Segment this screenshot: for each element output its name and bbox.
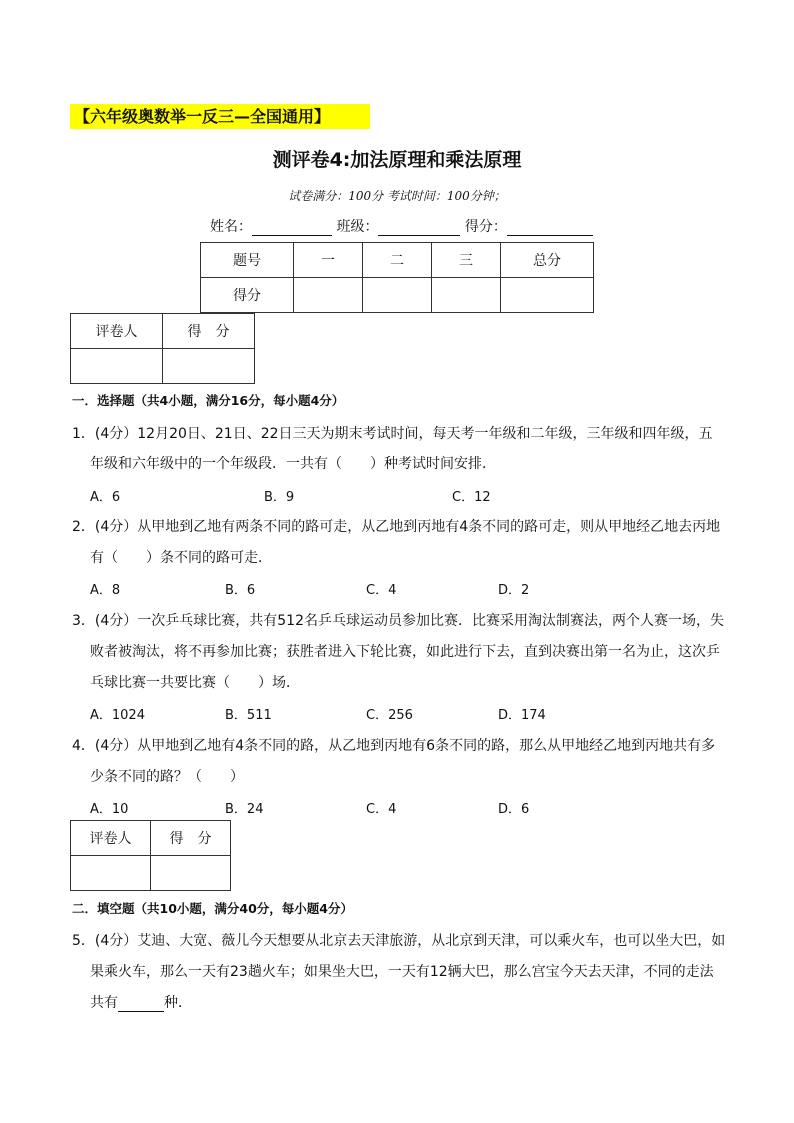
name-label: 姓名： bbox=[210, 219, 252, 235]
header-cell-total: 总分 bbox=[501, 243, 594, 278]
q5-prefix: 共有 bbox=[90, 995, 118, 1011]
name-blank[interactable] bbox=[252, 221, 332, 236]
question-5-line-1: 5．(4分）艾迪、大宽、薇儿今天想要从北京去天津旅游，从北京到天津，可以乘火车，也可以坐大巴，如 bbox=[72, 933, 726, 949]
student-info-line bbox=[210, 216, 593, 236]
score-cell[interactable] bbox=[501, 278, 594, 313]
question-2-line-1: 2．(4分）从甲地到乙地有两条不同的路可走，从乙地到丙地有4条不同的路可走，则从甲地经乙地去丙地 bbox=[72, 519, 721, 535]
question-5-line-3 bbox=[90, 992, 192, 1012]
grader-score-label: 得 分 bbox=[151, 821, 231, 856]
option-a[interactable]: A．1024 bbox=[90, 708, 145, 723]
score-blank[interactable] bbox=[507, 221, 593, 236]
question-4-line-2: 少条不同的路？（ ） bbox=[90, 769, 244, 785]
question-3-line-3: 乓球比赛一共要比赛（ ）场． bbox=[90, 675, 300, 691]
grader-cell[interactable] bbox=[71, 349, 163, 384]
section-heading-choice: 一．选择题（共4小题，满分16分，每小题4分） bbox=[72, 393, 345, 408]
grader-score-cell[interactable] bbox=[163, 349, 255, 384]
question-2-line-2: 有（ ）条不同的路可走． bbox=[90, 550, 272, 566]
option-b[interactable]: B．9 bbox=[264, 490, 295, 505]
score-cell[interactable] bbox=[432, 278, 501, 313]
grader-table-2 bbox=[70, 820, 231, 891]
option-c[interactable]: C．4 bbox=[366, 802, 397, 817]
score-cell[interactable] bbox=[294, 278, 363, 313]
header-cell-part1: 一 bbox=[294, 243, 363, 278]
question-3-line-2: 败者被淘汰，将不再参加比赛；获胜者进入下轮比赛，如此进行下去，直到决赛出第一名为止，这次乒 bbox=[90, 644, 720, 660]
page-title: 测评卷4:加法原理和乘法原理 bbox=[272, 149, 522, 171]
option-c[interactable]: C．4 bbox=[366, 583, 397, 598]
class-blank[interactable] bbox=[378, 221, 460, 236]
q5-answer-blank[interactable] bbox=[118, 997, 164, 1012]
q5-suffix: 种． bbox=[164, 995, 192, 1011]
option-b[interactable]: B．511 bbox=[225, 708, 272, 723]
grader-label: 评卷人 bbox=[71, 821, 151, 856]
option-c[interactable]: C．256 bbox=[366, 708, 413, 723]
series-banner: 【六年级奥数举一反三—全国通用】 bbox=[70, 104, 370, 129]
header-cell-question-no: 题号 bbox=[201, 243, 294, 278]
option-d[interactable]: D．2 bbox=[498, 583, 530, 598]
score-cell[interactable] bbox=[363, 278, 432, 313]
option-d[interactable]: D．6 bbox=[498, 802, 530, 817]
question-1-line-1: 1．(4分）12月20日、21日、22日三天为期末考试时间，每天考一年级和二年级，三年级和四年级，五 bbox=[72, 426, 713, 442]
question-5-line-2: 果乘火车，那么一天有23趟火车；如果坐大巴，一天有12辆大巴，那么宫宝今天去天津，不同的走法 bbox=[90, 964, 714, 980]
option-c[interactable]: C．12 bbox=[452, 490, 491, 505]
grader-score-cell[interactable] bbox=[151, 856, 231, 891]
score-table bbox=[200, 242, 594, 313]
question-1-line-2: 年级和六年级中的一个年级段．一共有（ ）种考试时间安排． bbox=[90, 456, 496, 472]
question-3-line-1: 3．(4分）一次乒乓球比赛，共有512名乒乓球运动员参加比赛．比赛采用淘汰制赛法，两个人赛一场，失 bbox=[72, 613, 724, 629]
question-4-line-1: 4．(4分）从甲地到乙地有4条不同的路，从乙地到丙地有6条不同的路，那么从甲地经乙地到丙地共有多 bbox=[72, 738, 716, 754]
class-label: 班级： bbox=[336, 219, 379, 235]
grader-score-label: 得 分 bbox=[163, 314, 255, 349]
section-heading-fill-in: 二．填空题（共10小题，满分40分，每小题4分） bbox=[72, 901, 353, 916]
header-cell-part2: 二 bbox=[363, 243, 432, 278]
option-b[interactable]: B．24 bbox=[225, 802, 264, 817]
score-label: 得分： bbox=[464, 219, 507, 235]
option-d[interactable]: D．174 bbox=[498, 708, 546, 723]
score-row-label: 得分 bbox=[201, 278, 294, 313]
option-a[interactable]: A．6 bbox=[90, 490, 121, 505]
grader-table-1 bbox=[70, 313, 255, 384]
option-b[interactable]: B．6 bbox=[225, 583, 256, 598]
option-a[interactable]: A．10 bbox=[90, 802, 129, 817]
header-cell-part3: 三 bbox=[432, 243, 501, 278]
grader-label: 评卷人 bbox=[71, 314, 163, 349]
grader-cell[interactable] bbox=[71, 856, 151, 891]
exam-info: 试卷满分：100分 考试时间：100分钟； bbox=[288, 189, 506, 203]
option-a[interactable]: A．8 bbox=[90, 583, 121, 598]
